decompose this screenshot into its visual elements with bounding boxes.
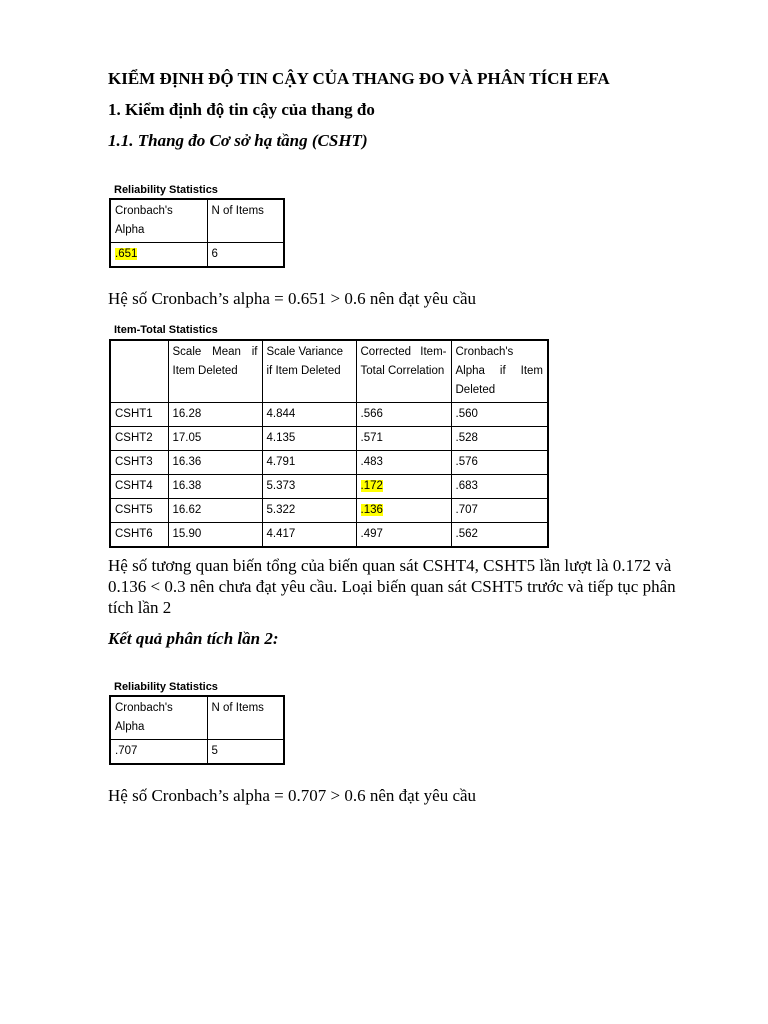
reliability-caption-2: Reliability Statistics — [114, 681, 218, 693]
item-total-table — [109, 339, 549, 548]
item-label: CSHT4 — [110, 475, 168, 499]
header-cell: Cronbach's Alpha if Item Deleted — [451, 340, 548, 403]
header-cell: Scale Mean if Item Deleted — [168, 340, 262, 403]
header-cell: N of Items — [207, 199, 284, 243]
scale-mean-cell: 16.62 — [168, 499, 262, 523]
table-row — [110, 340, 548, 403]
analysis-paragraph: Hệ số tương quan biến tổng của biến quan sát CSHT4, CSHT5 lần lượt là 0.172 và 0.136 < 0.3 nên chưa đạt yêu cầu. Loại biến quan sát CSHT5 trước và tiếp tục phân tích lần 2 — [108, 556, 676, 617]
alpha-if-deleted-cell: .576 — [451, 451, 548, 475]
result-2-heading: Kết quả phân tích lần 2: — [108, 629, 279, 648]
table-row — [110, 403, 548, 427]
scale-variance-cell: 4.844 — [262, 403, 356, 427]
item-total-correlation-cell: .571 — [356, 427, 451, 451]
n-items-cell: 5 — [207, 740, 284, 765]
item-label: CSHT6 — [110, 523, 168, 548]
alpha-if-deleted-cell: .528 — [451, 427, 548, 451]
conclusion-2: Hệ số Cronbach’s alpha = 0.707 > 0.6 nên đạt yêu cầu — [108, 786, 477, 805]
header-cell: Corrected Item- Total Correlation — [356, 340, 451, 403]
scale-variance-cell: 4.417 — [262, 523, 356, 548]
header-cell: Cronbach's Alpha — [110, 199, 207, 243]
scale-mean-cell: 15.90 — [168, 523, 262, 548]
reliability-table-1 — [109, 198, 285, 268]
table-row — [110, 740, 284, 765]
alpha-value-cell: .707 — [110, 740, 207, 765]
table-row — [110, 499, 548, 523]
alpha-value-cell: .651 — [110, 243, 207, 268]
table-row — [110, 451, 548, 475]
item-total-correlation-cell: .136 — [356, 499, 451, 523]
alpha-if-deleted-cell: .683 — [451, 475, 548, 499]
item-total-correlation-cell: .566 — [356, 403, 451, 427]
table-row — [110, 199, 284, 243]
scale-variance-cell: 5.322 — [262, 499, 356, 523]
scale-variance-cell: 4.791 — [262, 451, 356, 475]
n-items-cell: 6 — [207, 243, 284, 268]
item-label: CSHT3 — [110, 451, 168, 475]
item-total-correlation-cell: .483 — [356, 451, 451, 475]
subsection-heading: 1.1. Thang đo Cơ sở hạ tầng (CSHT) — [108, 131, 368, 150]
item-label: CSHT1 — [110, 403, 168, 427]
item-total-correlation-cell: .172 — [356, 475, 451, 499]
document-title: KIỂM ĐỊNH ĐỘ TIN CẬY CỦA THANG ĐO VÀ PHÂN TÍCH EFA — [108, 69, 610, 88]
header-cell: Scale Variance if Item Deleted — [262, 340, 356, 403]
scale-variance-cell: 4.135 — [262, 427, 356, 451]
header-cell: Cronbach's Alpha — [110, 696, 207, 740]
scale-variance-cell: 5.373 — [262, 475, 356, 499]
item-total-caption: Item-Total Statistics — [114, 324, 218, 336]
item-label: CSHT5 — [110, 499, 168, 523]
scale-mean-cell: 17.05 — [168, 427, 262, 451]
alpha-if-deleted-cell: .562 — [451, 523, 548, 548]
table-row — [110, 696, 284, 740]
scale-mean-cell: 16.38 — [168, 475, 262, 499]
scale-mean-cell: 16.36 — [168, 451, 262, 475]
item-total-correlation-cell: .497 — [356, 523, 451, 548]
reliability-table-2 — [109, 695, 285, 765]
reliability-caption-1: Reliability Statistics — [114, 184, 218, 196]
table-row — [110, 475, 548, 499]
table-row — [110, 243, 284, 268]
table-row — [110, 523, 548, 548]
conclusion-1: Hệ số Cronbach’s alpha = 0.651 > 0.6 nên đạt yêu cầu — [108, 289, 477, 308]
section-heading: 1. Kiểm định độ tin cậy của thang đo — [108, 100, 375, 119]
alpha-if-deleted-cell: .560 — [451, 403, 548, 427]
header-cell — [110, 340, 168, 403]
scale-mean-cell: 16.28 — [168, 403, 262, 427]
header-cell: N of Items — [207, 696, 284, 740]
item-label: CSHT2 — [110, 427, 168, 451]
alpha-if-deleted-cell: .707 — [451, 499, 548, 523]
table-row — [110, 427, 548, 451]
